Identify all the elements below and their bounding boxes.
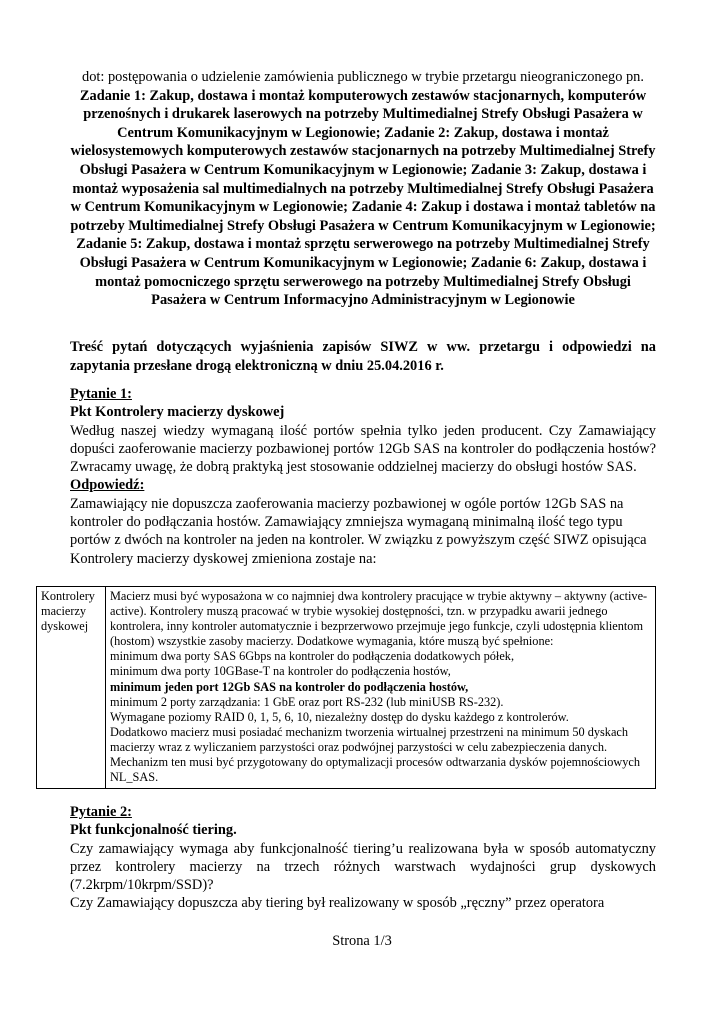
spec-label-cell: Kontrolery macierzy dyskowej xyxy=(37,587,106,789)
question-2-body: Czy zamawiający wymaga aby funkcjonalność tiering’u realizowana była w sposób automatyczny przez kontrolery macierzy na trzech różnych warstwach wydajności grup dyskowych (7.2krpm/10krpm/SSD)? xyxy=(70,840,656,894)
answer-1-body: Zamawiający nie dopuszcza zaoferowania macierzy pozbawionej w ogóle portów 12Gb SAS na kontroler do podłączania hostów. Zamawiający zmniejsza wymaganą minimalną ilość tego typu portów z dwóch na kontroler na jeden na kontroler. W związku z powyższym część SIWZ opisująca Kontrolery macierzy dyskowej zmieniona zostaje na: xyxy=(70,495,647,567)
question-2-subject: Pkt funkcjonalność tiering. xyxy=(70,822,237,839)
controller-spec-table xyxy=(36,586,656,789)
intro-lead: dot: postępowania o udzielenie zamówienia publicznego w trybie przetargu nieograniczonego pn. xyxy=(82,69,644,85)
table-row xyxy=(37,587,656,789)
spec-line: minimum 2 porty zarządzania: 1 GbE oraz port RS-232 (lub miniUSB RS-232). xyxy=(110,694,504,709)
spec-line: minimum dwa porty SAS 6Gbps na kontroler do podłączenia dodatkowych półek, xyxy=(110,649,515,664)
question-1-body: Według naszej wiedzy wymaganą ilość portów spełnia tylko jeden producent. Czy Zamawiający dopuści zaoferowanie macierzy pozbawionej portów 12Gb SAS na kontroler do podłączenia hostów? Zwracamy uwagę, że dobrą praktyką jest stosowanie oddzielnej macierzy do obsługi hostów SAS. xyxy=(70,422,656,476)
question-2-body-continued: Czy Zamawiający dopuszcza aby tiering był realizowany w sposób „ręczny” przez operatora xyxy=(70,895,605,912)
spec-line: minimum dwa porty 10GBase-T na kontroler do podłączenia hostów, xyxy=(110,664,451,679)
spec-line: Wymagane poziomy RAID 0, 1, 5, 6, 10, niezależny dostęp do dysku każdego z kontrolerów. xyxy=(110,709,569,724)
questions-heading: Treść pytań dotyczących wyjaśnienia zapisów SIWZ w ww. przetargu i odpowiedzi na zapytania przesłane drogą elektroniczną w dniu 25.04.2016 r. xyxy=(70,339,656,374)
spec-content-cell xyxy=(106,587,656,789)
tender-intro xyxy=(70,68,656,310)
spec-line-highlighted: minimum jeden port 12Gb SAS na kontroler do podłączenia hostów, xyxy=(110,679,469,694)
question-1-subject: Pkt Kontrolery macierzy dyskowej xyxy=(70,404,285,421)
spec-line: Macierz musi być wyposażona w co najmniej dwa kontrolery pracujące w trybie aktywny – aktywny (active-active). Kontrolery muszą pracować w trybie wysokiej dostępności, tzn. w przypadku awarii jednego kontrolera, inny kontroler automatycznie i bezprzerwowo przejmuje jego funkcje, czyli udostępnia klientom (hostom) wszystkie zasoby macierzy. Dodatkowe wymagania, które muszą być spełnione: xyxy=(110,589,648,649)
answer-1-title: Odpowiedź: xyxy=(70,477,145,494)
spec-line: Dodatkowo macierz musi posiadać mechanizm tworzenia wirtualnej przestrzeni na minimum 50 dyskach macierzy wraz z wyliczaniem parzystości oraz podwójnej parzystości w celu zabezpieczenia danych. Mechanizm ten musi być przygotowany do optymalizacji procesów odtwarzania dysków pojemnościowych NL_SAS. xyxy=(110,724,640,785)
question-1-section xyxy=(70,385,656,568)
page-number: Strona 1/3 xyxy=(332,933,392,949)
question-1-title: Pytanie 1: xyxy=(70,386,132,402)
question-2-title: Pytanie 2: xyxy=(70,804,132,820)
tender-title: Zadanie 1: Zakup, dostawa i montaż komputerowych zestawów stacjonarnych, komputerów przenośnych i drukarek laserowych na potrzeby Multimedialnej Strefy Obsługi Pasażera w Centrum Komunikacyjnym w Legionowie; Zadanie 2: Zakup, dostawa i montaż wielosystemowych komputerowych zestawów stacjonarnych na potrzeby Multimedialnej Strefy Obsługi Pasażera w Centrum Komunikacyjnym w Legionowie; Zadanie 3: Zakup, dostawa i montaż wyposażenia sal multimedialnych na potrzeby Multimedialnej Strefy Obsługi Pasażera w Centrum Komunikacyjnym w Legionowie; Zadanie 4: Zakup i dostawa i montaż tabletów na potrzeby Multimedialnej Strefy Obsługi Pasażera w Centrum Komunikacyjnym w Legionowie; Zadanie 5: Zakup, dostawa i montaż sprzętu serwerowego na potrzeby Multimedialnej Strefy Obsługi Pasażera w Centrum Komunikacyjnym w Legionowie; Zadanie 6: Zakup, dostawa i montaż pomocniczego sprzętu serwerowego na potrzeby Multimedialnej Strefy Obsługi Pasażera w Centrum Informacyjno Administracyjnym w Legionowie xyxy=(70,87,656,309)
question-2-section xyxy=(70,803,656,913)
